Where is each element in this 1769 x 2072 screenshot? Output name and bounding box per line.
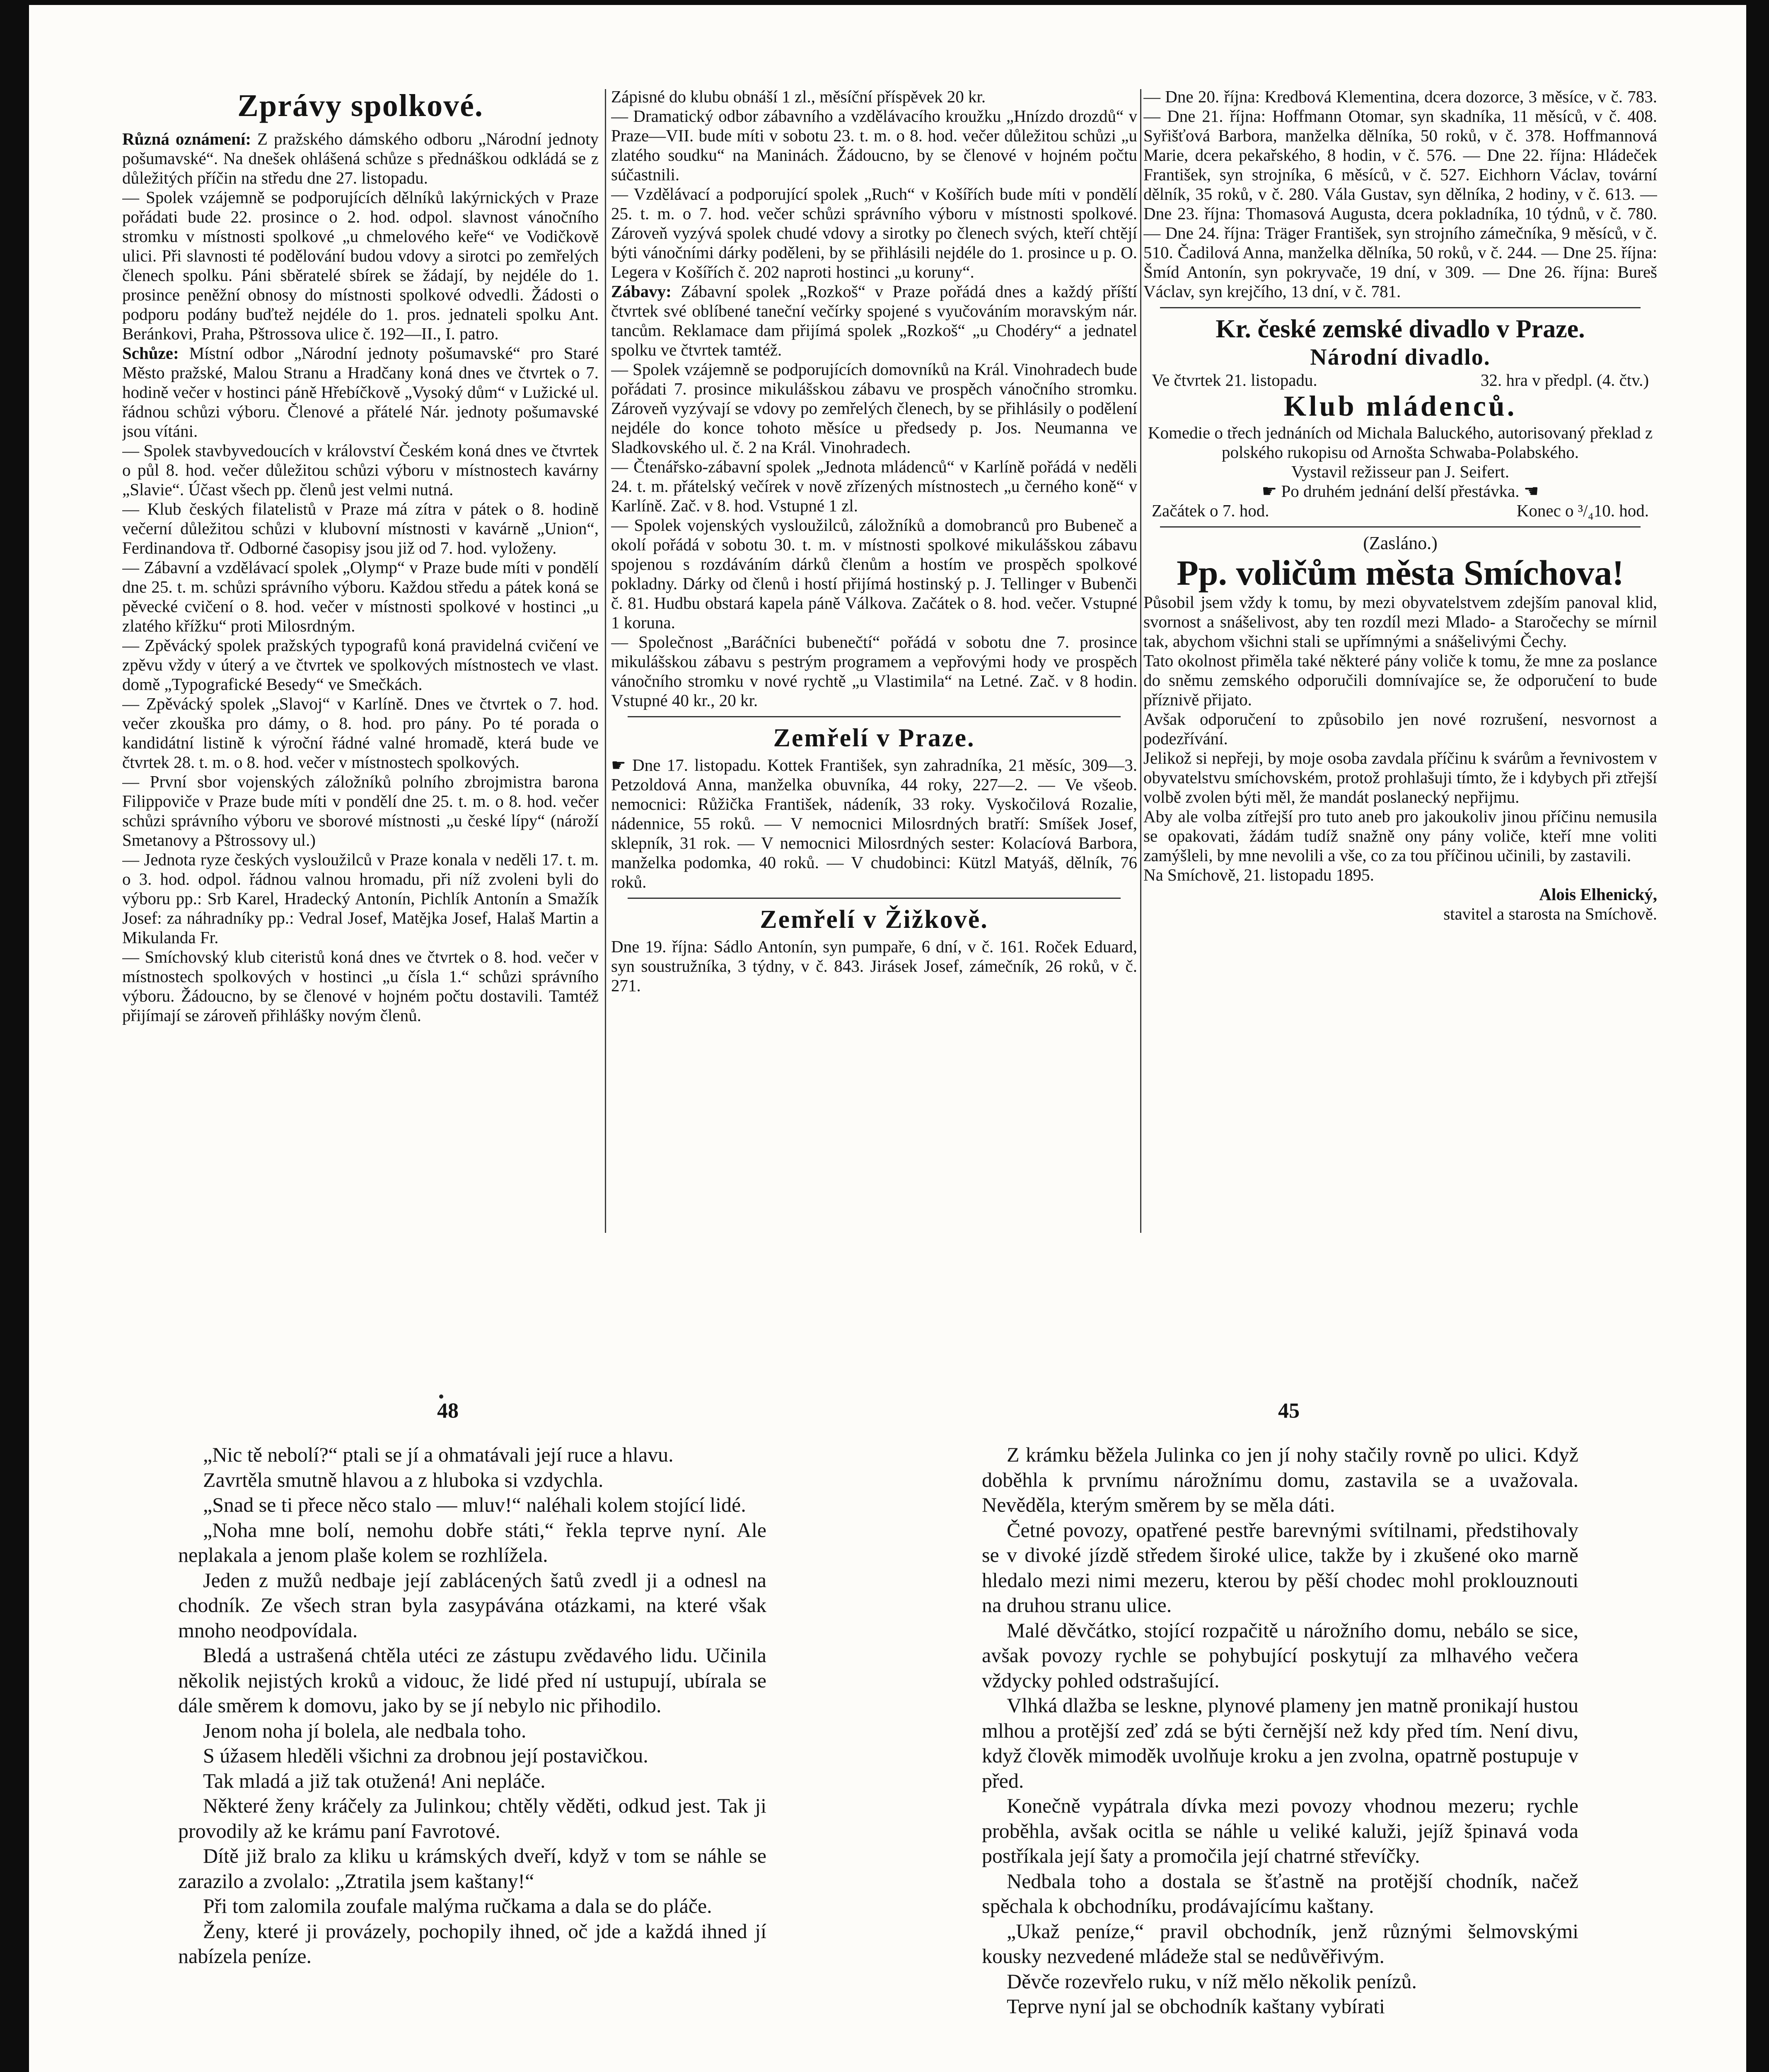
section-rule — [628, 716, 1121, 717]
club-notice-text: — Spolek vzájemně se podporujících dělníků lakýrnických v Praze pořádati bude 22. prosince o 2. hod. odpol. slavnost vánočního stromku v místnosti spolkové „u chmelového keře“ ve Vodičkově ulici. Při slavnosti té podělování budou vdovy a sirotci po zemřelých členech spolku. Páni sběratelé sbírek se žádají, by nejdéle do 1. prosince peněžní obnosy do místnosti spolkové odvedli. Žádosti o podporu podány buďtež nejdéle do 1. pros. jednateli spolku Ant. Beránkovi, Praha, Pštrossova ulice č. 192—II., I. patro. — [122, 188, 599, 343]
notice-title: Pp. voličům města Smíchova! — [1177, 553, 1624, 593]
deaths-zizkov-continued: — Dne 20. října: Kredbová Klementina, dcera dozorce, 3 měsíce, v č. 783. — Dne 21. října: Hoffmann Otomar, syn skadníka, 11 měsíců, v č. 408. Syřišťová Barbora, manželka dělníka, 50 roků, v č. 378. Hoffmannová Marie, dcera pekařského, 8 hodin, v č. 576. — Dne 22. října: Hládeček František, syn strojníka, 6 měsíců, v č. 527. Eichhorn Václav, tovární dělník, 35 roků, v č. 280. Vála Gustav, syn dělníka, 2 hodiny, v č. 613. — Dne 23. října: Thomasová Augusta, dcera pokladníka, 10 týdnů, v č. 780. — Dne 24. října: Träger František, syn strojního zámečníka, 9 měsíců, v č. 510. Čadilová Anna, manželka dělníka, 50 roků, v č. 244. — Dne 25. října: Šmíd Antonín, syn pokryvače, 19 dní, v 309. — Dne 26. října: Bureš Václav, syn krejčího, 13 dní, v č. 781. — [1143, 87, 1657, 301]
notice-paragraph: Aby ale volba zítřejší pro tuto aneb pro jakoukoliv jinou příčinu nemusila se opakovati, žádám tudíž snažně ony pány voliče, kteří mne voliti zamýšleli, by mne nevolili a vše, co za tou příčinou učinili, by zastavili. — [1143, 807, 1657, 865]
club-notice-text: — Zpěvácký spolek „Slavoj“ v Karlíně. Dnes ve čtvrtek o 7. hod. večer zkouška pro dámy, o 8. hod. pro pány. Po té porada o kandidátní listině k výroční řádné valné hromadě, která bude ve čtvrtek 28. t. m. o 8. hod. večer v místnostech spolkových. — [122, 694, 599, 772]
theatre-date-row — [1152, 370, 1649, 390]
scan-border-right — [1746, 0, 1769, 2072]
story-paragraph: Dítě již bralo za kliku u krámských dveří, když v tom se náhle se zarazilo a zvolalo: „Ztratila jsem kaštany!“ — [178, 1844, 766, 1893]
club-notice-text: — Zpěvácký spolek pražských typografů koná pravidelná cvičení ve zpěvu vždy v úterý a ve čtvrtek ve spolkových místnostech ve vlast. domě „Typografické Besedy“ ve Smečkách. — [122, 636, 599, 694]
entertainment-notice: — Spolek vzájemně se podporujících domovníků na Král. Vinohradech bude pořádati 7. prosince mikulášskou zábavu ve prospěch vánočního stromku. Zároveň vyzývají se vdovy po zemřelých členech, by se přihlásily o podělení nejdéle do konce tohoto měsíce u předsedy p. Jos. Neumanna ve Sladkovského ul. č. 2 na Král. Vinohradech. — [611, 360, 1137, 457]
theatre-announcement — [1143, 314, 1657, 520]
club-notice — [122, 129, 599, 188]
deaths-prague-title: Zemřelí v Praze. — [773, 724, 975, 752]
notice-paragraph: Avšak odporučení to způsobilo jen nové rozrušení, nesvornost a podezřívání. — [1143, 709, 1657, 748]
club-notice — [122, 850, 599, 947]
story-paragraph: Četné povozy, opatřené pestře barevnými svítilnami, předstihovaly se v divoké jízdě středem široké ulice, takže by i zkušené oko marně hledalo mezi nimi mezeru, kterou by pěší chodec mohl proklouznouti na druhou stranu ulice. — [982, 1518, 1578, 1617]
pointing-hand-icon: ☛ — [1262, 482, 1277, 501]
story-paragraph: „Nic tě nebolí?“ ptali se jí a ohmatávali její ruce a hlavu. — [203, 1443, 674, 1466]
theatre-times-row — [1152, 501, 1649, 520]
scan-border-top — [0, 0, 1769, 5]
story-paragraph: Jenom noha jí bolela, ale nedbala toho. — [203, 1719, 527, 1742]
club-notice-lead: Různá oznámení: — [122, 129, 251, 148]
entertainment-notice: — Čtenářsko-zábavní spolek „Jednota mládenců“ v Karlíně pořádá v neděli 24. t. m. přátelský večírek v nově zřízených místnostech „u černého koně“ v Karlíně. Zač. v 8. hod. Vstupné 1 zl. — [611, 457, 1137, 515]
theatre-description: Komedie o třech jednáních od Michala Baluckého, autorisovaný překlad z polského rukopisu od Arnošta Schwaba-Polabského. — [1148, 423, 1653, 462]
story-page-number-right: 45 — [1278, 1399, 1300, 1423]
deaths-prague-text: ☛ Dne 17. listopadu. Kottek František, syn zahradníka, 21 měsíc, 309—3. Petzoldová Anna, manželka obuvníka, 44 roky, 227—2. — Ve všeob. nemocnici: Růžička František, nádeník, 33 roky. Vyskočilová Rozalie, nádennice, 55 roků. — V nemocnici Milosrdných bratří: Smíšek Josef, sklepník, 31 rok. — V nemocnici Milosrdných sester: Kolacíová Barbora, manželka podomka, 40 roků. — V chudobinci: Kützl Matyáš, dělník, 76 roků. — [611, 755, 1137, 891]
club-notice: — Dramatický odbor zábavního a vzdělávacího kroužku „Hnízdo drozdů“ v Praze—VII. bude míti v sobotu 23. t. m. o 8. hod. večer důležitou schůzi „u zlatého soudku“ na Maninách. Žádoucno, by se členové v hojném počtu súčastnili. — [611, 107, 1137, 184]
club-news-continued — [611, 87, 1137, 282]
election-notice — [1143, 533, 1657, 924]
club-notice-text: — První sbor vojenských záložníků polního zbrojmistra barona Filippoviče v Praze bude míti v pondělí dne 25. t. m. o 8. hod. večer schůzi správního výboru ve sborové místnosti „u české lípy“ (nároží Smetanovy a Pštrossovy ul.) — [122, 772, 599, 850]
section-rule — [1160, 526, 1641, 528]
column-theatre-and-notice — [1143, 87, 1657, 1239]
story-paragraph: Z krámku běžela Julinka co jen jí nohy stačily rovně po ulici. Když doběhla k prvnímu nárožnímu domu, zastavila se a uvažovala. Nevěděla, kterým směrem by se měla dáti. — [982, 1443, 1578, 1516]
story-paragraph: Při tom zalomila zoufale malýma ručkama a dala se do pláče. — [203, 1894, 712, 1917]
story-paragraph: Teprve nyní jal se obchodník kaštany vybírati — [1007, 1995, 1385, 2018]
theatre-intermission-note: ☛ Po druhém jednání delší přestávka. ☚ — [1262, 482, 1539, 501]
theatre-end: Konec o ³/₄10. hod. — [1516, 501, 1649, 520]
club-notice: Zápisné do klubu obnáší 1 zl., měsíční příspěvek 20 kr. — [611, 87, 986, 106]
club-notice-text: Z pražského dámského odboru „Národní jednoty pošumavské“. Na dnešek ohlášená schůze s přednáškou odkládá se z důležitých příčin na středu dne 27. listopadu. — [122, 129, 599, 187]
theatre-play-title: Klub mládenců. — [1283, 390, 1517, 422]
pointing-hand-icon: ☚ — [1523, 482, 1539, 501]
story-paragraph: „Noha mne bolí, nemohu dobře státi,“ řekla teprve nyní. Ale neplakala a jenom plaše kolem se rozhlížela. — [178, 1518, 766, 1566]
club-notice — [122, 947, 599, 1025]
notice-dateline: Na Smíchově, 21. listopadu 1895. — [1143, 865, 1374, 884]
deaths-zizkov-title: Zemřelí v Žižkově. — [760, 905, 988, 934]
story-paragraph: Bledá a ustrašená chtěla utéci ze zástupu zvědavého lidu. Učinila několik nejistých kroků a vidouc, že lidé před ní ustupují, ubírala se dále směrem k domovu, jako by se jí nebylo nic přihodilo. — [178, 1644, 766, 1717]
theatre-performance: 32. hra v předpl. (4. čtv.) — [1480, 370, 1649, 390]
theatre-subtitle: Národní divadlo. — [1310, 344, 1491, 370]
story-paragraph: Konečně vypátrala dívka mezi povozy vhodnou mezeru; rychle proběhla, avšak ocitla se náhle u veliké kaluži, jejíž špinavá voda postříkala její šaty a promočila její chatrné střevíčky. — [982, 1794, 1578, 1867]
club-notice-text: Místní odbor „Národní jednoty pošumavské“ pro Staré Město pražské, Malou Stranu a Hradčany koná dnes ve čtvrtek o 7. hodině večer v hostinci páně Hřebíčkově „Vysoký dům“ v Lužické ul. řádnou schůzi výboru. Členové a přátelé Nár. jednoty pošumavské jsou vítáni. — [122, 344, 599, 441]
club-notice-text: — Klub českých filatelistů v Praze má zítra v pátek o 8. hodině večerní důležitou schůzi v klubovní místnosti v kavárně „Union“, Ferdinandova tř. Odborné časopisy jsou již od 7. hod. vyloženy. — [122, 499, 599, 557]
story-paragraph: Vlhká dlažba se leskne, plynové plameny jen matně pronikají hustou mlhou a protější zeď zdá se býti černější než kdy před tím. Není divu, když člověk mimoděk uvolňuje kroku a jen zvolna, opatrně postupuje v před. — [982, 1694, 1578, 1792]
club-notice — [122, 636, 599, 694]
entertainments-list — [611, 360, 1137, 710]
club-news-list — [122, 129, 599, 1025]
scan-border-left — [0, 0, 29, 2072]
column-club-news — [122, 87, 599, 1239]
ink-dot — [439, 1394, 443, 1399]
notice-paragraph: Jelikož si nepřeji, by moje osoba zavdala příčinu k svárům a řevnivostem v obyvatelstvu smíchovském, protož prohlašuji tímto, že i kdybych při ztřejší volbě zvolen býti měl, že mandát poslanecký nepřijmu. — [1143, 748, 1657, 806]
theatre-director: Vystavil režisseur pan J. Seifert. — [1291, 462, 1510, 481]
pointing-hand-icon: ☛ — [611, 756, 626, 775]
section-rule — [628, 898, 1121, 899]
notice-header: (Zasláno.) — [1363, 533, 1438, 553]
story-paragraph: „Ukaž peníze,“ pravil obchodník, jenž různými šelmovskými kousky nezvedené mládeže stal se nedůvěřivým. — [982, 1919, 1578, 1968]
club-notice — [122, 558, 599, 636]
notice-paragraph: Působil jsem vždy k tomu, by mezi obyvatelstvem zdejším panoval klid, svornost a snášelivost, aby ten rozdíl mezi Mlado- a Staročechy se mírnil tak, abychom všichni stali se upřímnými a snášelivými Čechy. — [1143, 593, 1657, 651]
club-notice — [122, 441, 599, 499]
club-notice — [122, 188, 599, 344]
club-notice-lead: Schůze: — [122, 344, 179, 363]
notice-signature: Alois Elhenický, — [1539, 885, 1657, 904]
theatre-date: Ve čtvrtek 21. listopadu. — [1152, 370, 1317, 390]
column-divider — [1140, 89, 1141, 1233]
story-paragraph: Jeden z mužů nedbaje její zablácených šatů zvedl ji a odnesl na chodník. Ze všech stran byla zasypávána otázkami, na které však mnoho neodpovídala. — [178, 1568, 766, 1642]
club-notice-text: — Smíchovský klub citeristů koná dnes ve čtvrtek o 8. hod. večer v místnostech spolkových v hostinci „u čísla 1.“ schůzi správního výboru. Žádoucno, by se členové v hojném počtu dostavili. Tamtéž přijímají se zároveň přihlášky novým členů. — [122, 947, 599, 1025]
club-news-title: Zprávy spolkové. — [237, 88, 483, 123]
club-notice — [122, 499, 599, 558]
club-notice: — Vzdělávací a podporující spolek „Ruch“ v Košířích bude míti v pondělí 25. t. m. o 7. hod. večer schůzi správního výboru v místnosti spolkové. Zároveň vyzývá spolek chudé vdovy a sirotky po členech svých, kteří chtějí býti vánočními dárky poděleni, by se přihlásili nejdéle do 1. prosince u p. O. Legera v Košířích č. 202 naproti hostinci „u koruny“. — [611, 184, 1137, 281]
story-paragraph: Tak mladá a již tak otužená! Ani nepláče. — [203, 1769, 546, 1792]
notice-signature-role: stavitel a starosta na Smíchově. — [1443, 904, 1657, 923]
club-notice-text: — Jednota ryze českých vysloužilců v Praze konala v neděli 17. t. m. o 3. hod. odpol. řádnou valnou hromadu, při níž zvoleni byli do výboru pp.: Srb Karel, Hradecký Antonín, Pichlík Antonín a Smažík Josef: za náhradníky pp.: Vedral Josef, Matějka Josef, Halaš Martin a Mikulanda Fr. — [122, 850, 599, 947]
serial-story-right-page — [982, 1442, 1578, 2072]
deaths-zizkov-text: Dne 19. října: Sádlo Antonín, syn pumpaře, 6 dní, v č. 161. Roček Eduard, syn soustružníka, 3 týdny, v č. 843. Jirásek Josef, zámečník, 26 roků, v č. 271. — [611, 937, 1137, 995]
club-notice-text: — Zábavní a vzdělávací spolek „Olymp“ v Praze bude míti v pondělí dne 25. t. m. schůzi správního výboru. Každou středu a pátek koná se pěvecké cvičení o 8. hod. večer v místnosti spolkové v hostinci „u zlatého křížku“ proti Milosrdným. — [122, 558, 599, 635]
story-paragraph: „Snad se ti přece něco stalo — mluv!“ naléhali kolem stojící lidé. — [203, 1493, 746, 1516]
column-divider — [605, 89, 606, 1233]
story-paragraph: Zavrtěla smutně hlavou a z hluboka si vzdychla. — [203, 1468, 604, 1491]
entertainments-lead: Zábavy: — [611, 282, 672, 301]
story-paragraph: Nedbala toho a dostala se šťastně na protější chodník, načež spěchala k obchodníku, prodávajícímu kaštany. — [982, 1869, 1578, 1917]
column-entertainments — [611, 87, 1137, 1239]
entertainments-first: Zábavy: Zábavní spolek „Rozkoš“ v Praze pořádá dnes a každý příští čtvrtek své oblíbené taneční večírky spojené s vyučováním moravským nár. tancům. Reklamace dam přijímá spolek „Rozkoš“ „u Chodéry“ a jednatel spolku ve čtvrtek tamtéž. — [611, 282, 1137, 359]
story-paragraph: Děvče rozevřelo ruku, v níž mělo několik penízů. — [1007, 1969, 1417, 1993]
theatre-title: Kr. české zemské divadlo v Praze. — [1216, 315, 1585, 343]
club-notice — [122, 694, 599, 772]
story-paragraph: Malé děvčátko, stojící rozpačitě u nárožního domu, nebálo se sice, avšak povozy rychle se pohybující poskytují za mlhavého večera vždycky pohled odstrašující. — [982, 1618, 1578, 1692]
entertainment-notice: — Spolek vojenských vysloužilců, záložníků a domobranců pro Bubeneč a okolí pořádá v sobotu 30. t. m. v místnosti spolkové mikulášskou zábavu spojenou s rozdáváním dárků členům a hostím ve prospěch spolkové pokladny. Dárky od členů i hostí přijímá hostinský p. J. Tellinger v Bubenči č. 81. Hudbu obstará kapela páně Válkova. Začátek o 8. hod. večer. Vstupné 1 koruna. — [611, 516, 1137, 632]
story-paragraph: Ženy, které ji provázely, pochopily ihned, oč jde a každá ihned jí nabízela peníze. — [178, 1919, 766, 1968]
theatre-start: Začátek o 7. hod. — [1152, 501, 1269, 520]
club-notice-text: — Spolek stavbyvedoucích v království Českém koná dnes ve čtvrtek o půl 8. hod. večer důležitou schůzi výboru v místnostech kavárny „Slavie“. Účast všech pp. členů jest velmi nutná. — [122, 441, 599, 499]
club-notice — [122, 344, 599, 441]
notice-paragraph: Tato okolnost přiměla také některé pány voliče k tomu, že mne za poslance do sněmu zemského odporučili domnívajíce se, že odporučení to bude příznivě přijato. — [1143, 651, 1657, 709]
section-rule — [1160, 307, 1641, 308]
story-paragraph: Některé ženy kráčely za Julinkou; chtěly věděti, odkud jest. Tak ji provodily až ke krámu paní Favrotové. — [178, 1794, 766, 1842]
notice-body — [1143, 593, 1657, 865]
serial-story-left-page — [178, 1442, 766, 2072]
club-notice — [122, 772, 599, 850]
story-paragraph: S úžasem hleděli všichni za drobnou její postavičkou. — [203, 1744, 648, 1767]
entertainment-notice: — Společnost „Baráčníci bubenečtí“ pořádá v sobotu dne 7. prosince mikulášskou zábavu s pestrým programem a vepřovými hody ve prospěch vánočního stromku v nové rychtě „u Vlastimila“ na Letné. Zač. v 8 hodin. Vstupné 40 kr., 20 kr. — [611, 632, 1137, 710]
story-page-number-left: 48 — [437, 1399, 459, 1423]
